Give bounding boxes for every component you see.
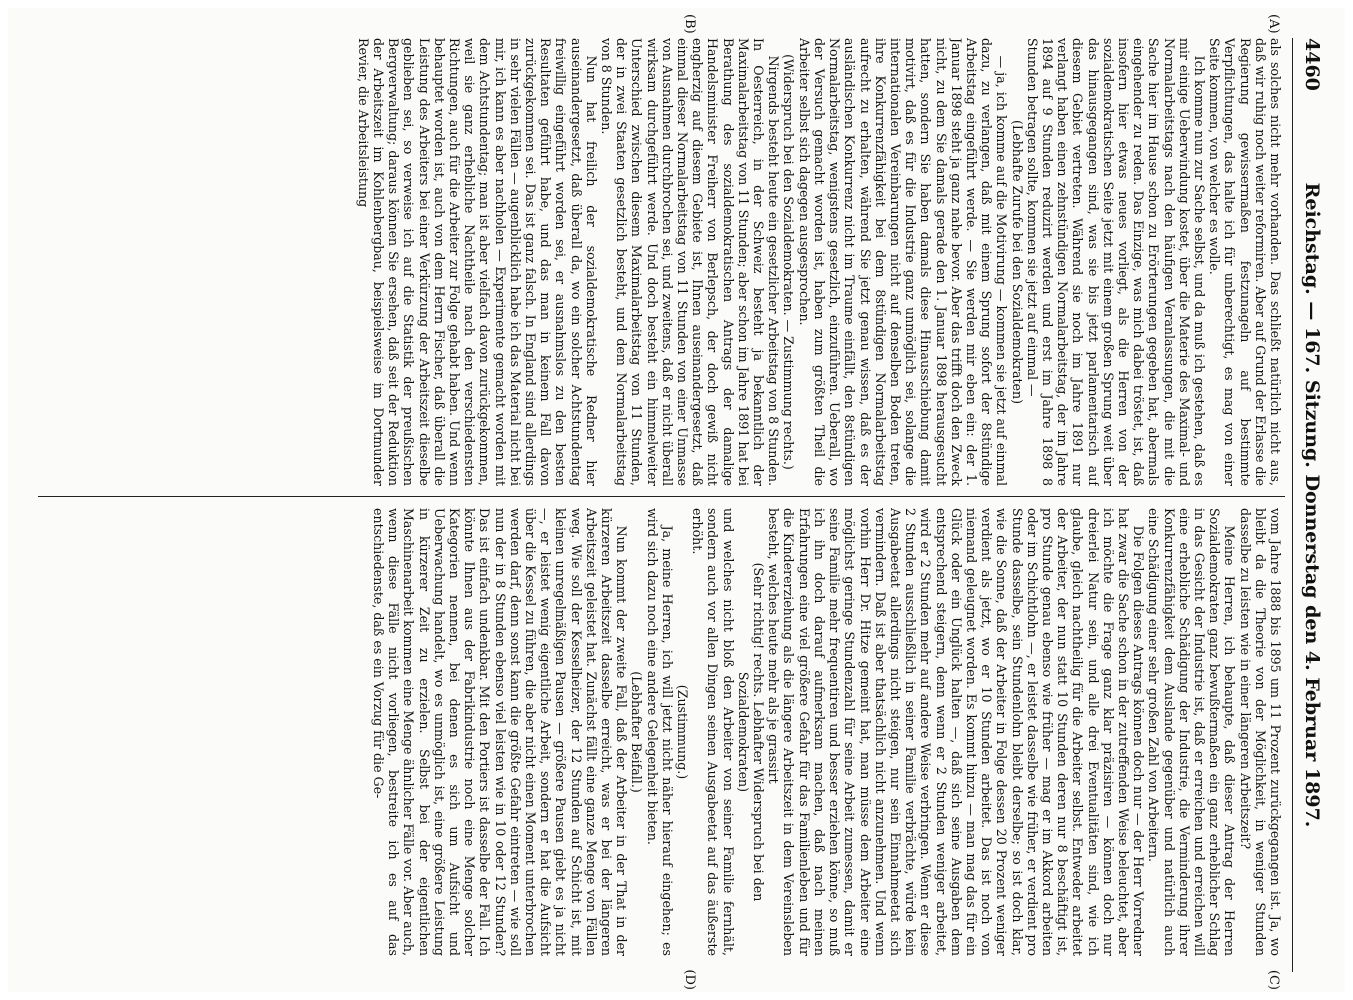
page-header	[1291, 38, 1331, 972]
scanned-page	[8, 8, 1345, 992]
paragraph: als solches nicht mehr vorhanden. Das schließt natürlich nicht aus, daß wir ruhig noch weiter reformiren. Aber auf Grund der Erlasse die Regierung gewissermaßen festzunageln auf bestimmte Verpflichtungen, das halte ich für unberechtigt, es mag von einer Seite kommen, von welcher es wolle.	[1207, 38, 1283, 486]
margin-marker-d: (D)	[682, 969, 697, 990]
margin-marker-a: (A)	[1266, 14, 1281, 34]
margin-marker-b: (B)	[682, 14, 697, 34]
right-column	[38, 508, 1283, 956]
interjection: (Zustimmung.)	[675, 684, 691, 780]
running-title: Reichstag. — 167. Sitzung. Donnerstag den 4. Februar 1897.	[1301, 182, 1323, 828]
paragraph: Nun kommt der zweite Fall, daß der Arbeiter in der That in der kürzeren Arbeitszeit dasselbe erreicht, was er bei der längeren Arbeitszeit geleistet hat. Zunächst fällt eine ganze Menge von Fällen weg. Wie soll der Kesselheizer, der 12 Stunden auf Schicht ist, mit kleinen unregelmäßigen Pausen — größere Pausen giebt es ja nicht —, er leistet wenig eigentliche Arbeit, sondern er hat die Aufsicht über die Kessel zu führen, die aber nicht einen Moment unterbrochen werden darf, denn sonst kann die größte Gefahr eintreten — wie soll nun der in 8 Stunden ebenso viel leisten wie in 10 oder 12 Stunden? Das ist einfach undenkbar. Mit den Portiers ist dasselbe der Fall. Ich könnte Ihnen aus der Fabrikindustrie noch eine Menge solcher Kategorien nennen, bei denen es sich um Aufsicht und Ueberwachung handelt, wo es unmöglich ist, eine größere Leistung in kürzerer Zeit zu erzielen. Selbst bei der eigentlichen Maschinenarbeit kommen eine Menge ähnlicher Fälle vor. Aber auch, wenn diese Fälle nicht vorliegen, bestreite ich es auf das entschiedenste, daß es ein Vorzug für die Ge-	[371, 508, 630, 956]
page-number: 4460	[1301, 38, 1323, 91]
paragraph: vom Jahre 1888 bis 1895 um 11 Prozent zurückgegangen ist. Ja, wo bleibt da die Theorie von der Möglichkeit, in weniger Stunden dasselbe zu leisten wie in einer längeren Arbeitszeit?	[1237, 508, 1283, 956]
interjection: (Lebhafter Beifall.)	[629, 671, 645, 793]
left-column	[38, 38, 1283, 486]
column-divider	[38, 496, 1285, 497]
interjection: (Widerspruch bei den Sozialdemokraten. — Zustimmung rechts.)	[781, 54, 797, 470]
paragraph: Nun hat freilich der sozialdemokratische Redner hier auseinandergesetzt, daß überall da, wo ein solcher Achtstundentag freiwillig eingeführt worden sei, er ausnahmslos zu den besten Resultaten geführt habe, und das man in keinem Fall davon zurückgekommen sei. Das ist ganz falsch. In England sind allerdings in sehr vielen Fällen — augenblicklich habe ich das Material nicht bei mir, ich kann es aber nachholen — Experimente gemacht worden mit dem Achtstundentag; man ist aber vielfach davon zurückgekommen, weil sie ganz erhebliche Nachtheile nach den verschiedensten Richtungen, auch für die Arbeiter zur Folge gehabt haben. Und wenn behauptet worden ist, auch von dem Herrn Fischer, daß überall die Leistung des Arbeiters bei einer Verkürzung der Arbeitszeit dieselbe geblieben sei, so verweise ich auf die Statistik der preußischen Bergverwaltung; daraus können Sie ersehen, daß seit der Reduktion der Arbeitszeit im Kohlenbergbau, beispielsweise im Dortmunder Revier, die Arbeitsleistung	[355, 38, 599, 486]
paragraph: Meine Herren, ich behaupte, daß dieser Antrag der Herren Sozialdemokraten ganz bewußtermaßen ein ganz erheblicher Schlag in das Gesicht der Industrie ist, daß er erreichen und erreichen will eine erhebliche Schädigung der Industrie, die Verminderung ihrer Konkurrenzfähigkeit dem Auslande gegenüber und natürlich auch eine Schädigung einer sehr großen Zahl von Arbeitern.	[1146, 508, 1238, 956]
paragraph: Ja, meine Herren, ich will jetzt nicht näher hierauf eingehen; es wird sich dazu noch eine andere Gelegenheit bieten.	[644, 508, 675, 956]
header-rule	[1292, 38, 1293, 972]
rotated-page-content	[8, 8, 1345, 992]
paragraph: Ich komme nun zur Sache selbst, und da muß ich gestehen, daß es mir einige Ueberwindung kostet, über die Materie des Maximal- und Normalarbeitstags nach den häufigen Veranlassungen, die mit die Sache hier im Hause schon zu Erörterungen gegeben hat, abermals eingehender zu reden. Das Einzige, was mich dabei tröstet, ist, daß insofern hier etwas neues vorliegt, als die Herren von der sozialdemokratischen Seite jetzt mit einem großen Sprung weit über das hinausgegangen sind, was sie bis jetzt parlamentarisch auf diesem Gebiet vertreten. Während sie noch im Jahre 1891 nur verlangt haben einen zehnstündigen Normalarbeitstag, der im Jahre 1894 auf 9 Stunden reduzirt werden und erst im Jahre 1898 8 Stunden betragen sollte, kommen sie jetzt auf einmal —	[1024, 38, 1207, 486]
interjection: (Lebhafte Zurufe bei den Sozialdemokraten)	[1009, 119, 1025, 405]
interjection: (Sehr richtig! rechts. Lebhafter Widerspruch bei den Sozialdemokraten)	[735, 562, 767, 902]
paragraph: Nirgends besteht heute ein gesetzlicher Arbeitstag von 8 Stunden. In Oesterreich, in der Schweiz besteht ja bekanntlich der Maximalarbeitstag von 11 Stunden; aber schon im Jahre 1891 hat bei Berathung des sozialdemokratischen Antrags der damalige Handelsminister Freiherr von Berlepsch, der doch gewiß nicht engherzig auf diesem Gebiete ist, Ihnen auseinandergesetzt, daß einmal dieser Normalarbeitstag von 11 Stunden von einer Unmasse von Ausnahmen durchbrochen sei, und zweitens, daß er nicht überall wirksam durchgeführt werde. Und doch besteht ein himmelweiter Unterschied zwischen diesem Maximalarbeitstag von 11 Stunden, der in zwei Staaten gesetzlich besteht, und dem Normalarbeitstag von 8 Stunden.	[599, 38, 782, 486]
paragraph: — ja, ich komme auf die Motivirung — kommen sie jetzt auf einmal dazu, zu verlangen, daß mit einem Sprung sofort der 8stündige Arbeitstag eingeführt werde. — Sie werden mir eben ein: der 1. Januar 1898 steht ja ganz nahe bevor. Aber das trifft doch den Zweck nicht, zu dem Sie damals gerade den 1. Januar 1898 herausgesucht hatten, sondern Sie haben damals diese Hinausschiebung damit motivirt, daß es für die Industrie ganz unmöglich sei, solange die internationalen Vereinbarungen nicht auf denselben Boden treten, ihre Konkurrenzfähigkeit bei dem 8stündigen Normalarbeitstag aufrecht zu erhalten, während Sie jetzt genau wissen, daß es der ausländischen Konkurrenz nicht im Traume einfällt, den 8stündigen Normalarbeitstag, wenigstens gesetzlich, einzuführen. Ueberall, wo der Versuch gemacht worden ist, haben zum größten Theil die Arbeiter selbst sich dagegen ausgesprochen.	[796, 38, 1010, 486]
paragraph: und welches nicht bloß den Arbeiter von seiner Familie fernhält, sondern auch vor allen Dingen seinen Ausgabeetat auf das äußerste erhöht.	[690, 508, 736, 956]
paragraph: Die Folgen dieses Antrags können doch nur — der Herr Vorredner hat zwar die Sache schon in der zutreffenden Weise beleuchtet, aber ich möchte die Frage ganz klar präzisiren — können doch nur dreierlei Natur sein, und alle drei Eventualitäten sind, wie ich glaube, gleich nachtheilig für die Arbeiter selbst. Entweder arbeitet der Arbeiter, der nun statt 10 Stunden deren nur 8 beschäftigt ist, pro Stunde genau ebenso wie früher — mag er im Akkord arbeiten oder im Schichtlohn —, er leistet dasselbe wie früher, er verdient pro Stunde dasselbe, sein Stundenlohn bleibt derselbe; so ist doch klar, wie die Sonne, daß der Arbeiter in Folge dessen 20 Prozent weniger verdient als jetzt, wo er 10 Stunden arbeitet. Das ist noch von niemand geleugnet worden. Es kommt hinzu — man mag das für ein Glück oder ein Unglück halten —, daß sich seine Ausgaben dem entsprechend steigern, denn wenn er 2 Stunden weniger arbeitet, wird er 2 Stunden mehr auf andere Weise verbringen. Wenn er diese 2 Stunden ausschließlich in seiner Familie verbrächte, würde kein Ausgabeetat allerdings nicht steigen, nur sein Einnahmeetat sich vermindern. Daß ist aber thatsächlich nicht anzunehmen. Und wenn vorhin Herr Dr. Hitze gemeint hat, man müsse dem Arbeiter eine möglichst geringe Stundenzahl für seine Arbeit zumessen, damit er seine Familie mehr frequentiren und besser erziehen könne, so muß ich ihn doch darauf aufmerksam machen, daß nach meinen Erfahrungen eine viel größere Gefahr für das Familienleben und für die Kindererziehung als die längere Arbeitszeit in dem Vereinsleben besteht, welches heute mehr als je grassirt	[766, 508, 1147, 956]
margin-marker-c: (C)	[1266, 969, 1281, 990]
